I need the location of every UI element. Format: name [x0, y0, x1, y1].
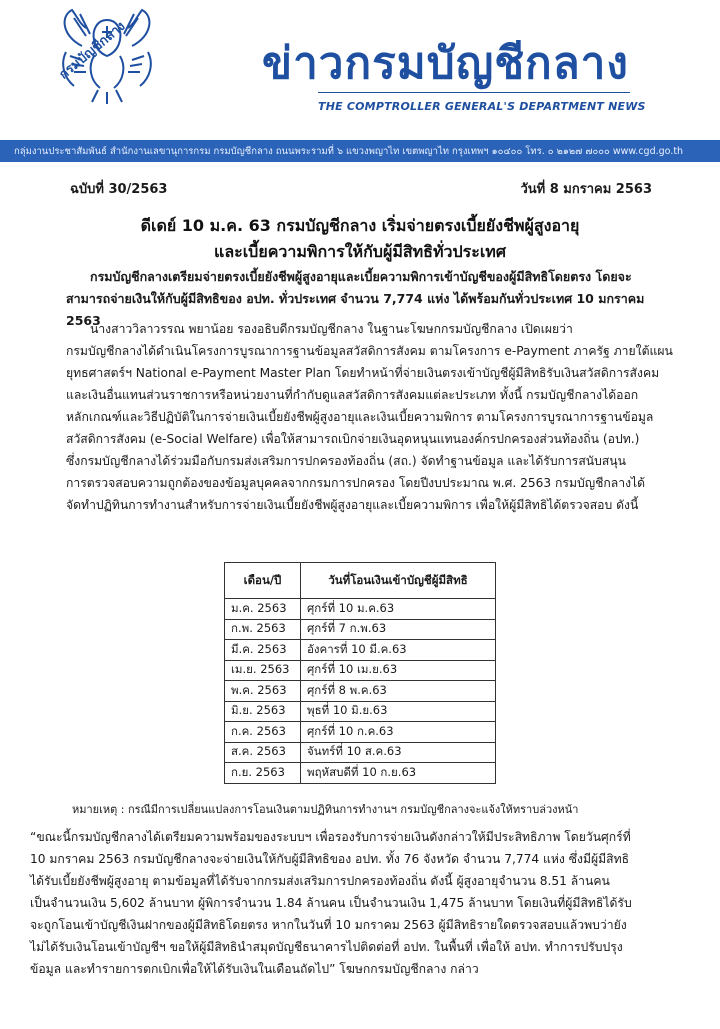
logo-text: กรมบัญชีกลาง — [56, 18, 129, 83]
table-row — [225, 681, 496, 702]
body-line: จัดทำปฏิทินการทำงานสำหรับการจ่ายเงินเบี้ยยังชีพผู้สูงอายุและเบี้ยความพิการ เพื่อให้ผู้มีสิทธิได้ตรวจสอบ ดังนี้ — [66, 498, 639, 512]
body-line: นางสาววิลาวรรณ พยาน้อย รองอธิบดีกรมบัญชีกลาง ในฐานะโฆษกกรมบัญชีกลาง เปิดเผยว่า — [90, 322, 573, 336]
transfer-date-cell: ศุกร์ที่ 8 พ.ค.63 — [301, 681, 496, 702]
transfer-date-cell: พฤหัสบดีที่ 10 ก.ย.63 — [301, 763, 496, 784]
quote-line: เป็นจำนวนเงิน 5,602 ล้านบาท ผู้พิการจำนวน 1.84 ล้านคน เป็นจำนวนเงิน 1,475 ล้านบาท โดยเงินที่ผู้มีสิทธิได้รับ — [30, 896, 632, 910]
table-row — [225, 722, 496, 743]
body-line: การตรวจสอบความถูกต้องของข้อมูลบุคคลจากกรมการปกครอง โดยปีงบประมาณ พ.ศ. 2563 กรมบัญชีกลางได้ — [66, 476, 646, 490]
quote-paragraph — [30, 826, 694, 980]
title-divider — [318, 92, 630, 93]
transfer-date-cell: ศุกร์ที่ 10 ก.ค.63 — [301, 722, 496, 743]
transfer-date-cell: พุธที่ 10 มิ.ย.63 — [301, 701, 496, 722]
lead-line-1: กรมบัญชีกลางเตรียมจ่ายตรงเบี้ยยังชีพผู้สูงอายุและเบี้ยความพิการเข้าบัญชีของผู้มีสิทธิโดยตรง โดยจะ — [90, 269, 632, 284]
month-cell: ก.พ. 2563 — [225, 619, 301, 640]
month-cell: มี.ค. 2563 — [225, 640, 301, 661]
transfer-date-cell: อังคารที่ 10 มี.ค.63 — [301, 640, 496, 661]
body-line: และเงินอื่นแทนส่วนราชการหรือหน่วยงานที่กำกับดูแลสวัสดิการสังคมแต่ละประเภท ทั้งนี้ กรมบัญชีกลางได้ออก — [66, 388, 639, 402]
table-header-row — [225, 563, 496, 599]
newsletter-title: ข่าวกรมบัญชีกลาง — [262, 38, 629, 89]
quote-line: “ขณะนี้กรมบัญชีกลางได้เตรียมความพร้อมของระบบฯ เพื่อรองรับการจ่ายเงินดังกล่าวให้มีประสิทธิภาพ โดยวันศุกร์ที่ — [30, 830, 631, 844]
newsletter-title-en: THE COMPTROLLER GENERAL'S DEPARTMENT NEWS — [318, 100, 646, 113]
transfer-date-cell: ศุกร์ที่ 7 ก.พ.63 — [301, 619, 496, 640]
month-cell: ม.ค. 2563 — [225, 599, 301, 620]
body-line: ซึ่งกรมบัญชีกลางได้ร่วมมือกับกรมส่งเสริมการปกครองท้องถิ่น (สถ.) จัดทำฐานข้อมูล และได้รับการสนับสนุน — [66, 454, 626, 468]
month-cell: มิ.ย. 2563 — [225, 701, 301, 722]
table-row — [225, 763, 496, 784]
month-cell: ก.ย. 2563 — [225, 763, 301, 784]
quote-line: ไม่ได้รับเงินโอนเข้าบัญชีฯ ขอให้ผู้มีสิทธินำสมุดบัญชีธนาคารไปติดต่อที่ อปท. ในพื้นที่ เพื่อให้ อปท. ทำการปรับปรุง — [30, 940, 623, 954]
table-row — [225, 660, 496, 681]
table-row — [225, 640, 496, 661]
issue-number: ฉบับที่ 30/2563 — [70, 182, 168, 197]
column-header-transfer-date: วันที่โอนเงินเข้าบัญชีผู้มีสิทธิ — [301, 563, 496, 599]
month-cell: ก.ค. 2563 — [225, 722, 301, 743]
column-header-month: เดือน/ปี — [225, 563, 301, 599]
transfer-date-cell: ศุกร์ที่ 10 ม.ค.63 — [301, 599, 496, 620]
body-line: สวัสดิการสังคม (e-Social Welfare) เพื่อให้สามารถเบิกจ่ายเงินอุดหนุนแทนองค์กรปกครองส่วนท้องถิ่น (อปท.) — [66, 432, 640, 446]
transfer-date-cell: จันทร์ที่ 10 ส.ค.63 — [301, 742, 496, 763]
headline-line-2: และเบี้ยความพิการให้กับผู้มีสิทธิทั่วประเทศ — [214, 242, 506, 261]
letterhead — [0, 0, 720, 140]
issue-date: วันที่ 8 มกราคม 2563 — [520, 182, 652, 197]
month-cell: ส.ค. 2563 — [225, 742, 301, 763]
quote-line: จะถูกโอนเข้าบัญชีเงินฝากของผู้มีสิทธิโดยตรง หากในวันที่ 10 มกราคม 2563 ผู้มีสิทธิรายใดตรวจสอบแล้วพบว่ายัง — [30, 918, 627, 932]
table-row — [225, 619, 496, 640]
table-note: หมายเหตุ : กรณีมีการเปลี่ยนแปลงการโอนเงินตามปฏิทินการทำงานฯ กรมบัญชีกลางจะแจ้งให้ทราบล่วงหน้า — [72, 803, 579, 816]
quote-line: ข้อมูล และทำรายการตกเบิกเพื่อให้ได้รับเงินในเดือนถัดไป” โฆษกกรมบัญชีกลาง กล่าว — [30, 962, 479, 976]
table-row — [225, 742, 496, 763]
body-line: กรมบัญชีกลางได้ดำเนินโครงการบูรณาการฐานข้อมูลสวัสดิการสังคม ตามโครงการ e-Payment ภาครัฐ ภายใต้แผน — [66, 344, 673, 358]
address-band — [0, 140, 720, 162]
headline-line-1: ดีเดย์ 10 ม.ค. 63 กรมบัญชีกลาง เริ่มจ่ายตรงเบี้ยยังชีพผู้สูงอายุ — [140, 216, 580, 235]
table-row — [225, 701, 496, 722]
table-row — [225, 599, 496, 620]
month-cell: พ.ค. 2563 — [225, 681, 301, 702]
payment-schedule-table — [224, 562, 496, 784]
quote-line: ได้รับเบี้ยยังชีพผู้สูงอายุ ตามข้อมูลที่ได้รับจากกรมส่งเสริมการปกครองท้องถิ่น ดังนี้ ผู้สูงอายุจำนวน 8.51 ล้านคน — [30, 874, 610, 888]
body-line: หลักเกณฑ์และวิธีปฏิบัติในการจ่ายเงินเบี้ยยังชีพผู้สูงอายุและเงินเบี้ยความพิการ ตามโครงการบูรณาการฐานข้อมูล — [66, 410, 654, 424]
transfer-date-cell: ศุกร์ที่ 10 เม.ย.63 — [301, 660, 496, 681]
body-line: ยุทธศาสตร์ฯ National e-Payment Master Plan โดยทำหน้าที่จ่ายเงินตรงเข้าบัญชีผู้มีสิทธิรับเงินสวัสดิการสังคม — [66, 366, 660, 380]
month-cell: เม.ย. 2563 — [225, 660, 301, 681]
address-text: กลุ่มงานประชาสัมพันธ์ สำนักงานเลขานุการกรม กรมบัญชีกลาง ถนนพระรามที่ ๖ แขวงพญาไท เขตพญาไท กรุงเทพฯ ๑๐๔๐๐ โทร. ๐ ๒๑๒๗ ๗๐๐๐ www.cgd.go.th — [14, 146, 684, 157]
quote-line: 10 มกราคม 2563 กรมบัญชีกลางจะจ่ายเงินให้กับผู้มีสิทธิของ อปท. ทั้ง 76 จังหวัด จำนวน 7,774 แห่ง ซึ่งมีผู้มีสิทธิ — [30, 852, 630, 866]
lead-line-2: สามารถจ่ายเงินให้กับผู้มีสิทธิของ อปท. ทั่วประเทศ จำนวน 7,774 แห่ง ได้พร้อมกันทั่วประเทศ 10 มกราคม 2563 — [66, 291, 645, 328]
